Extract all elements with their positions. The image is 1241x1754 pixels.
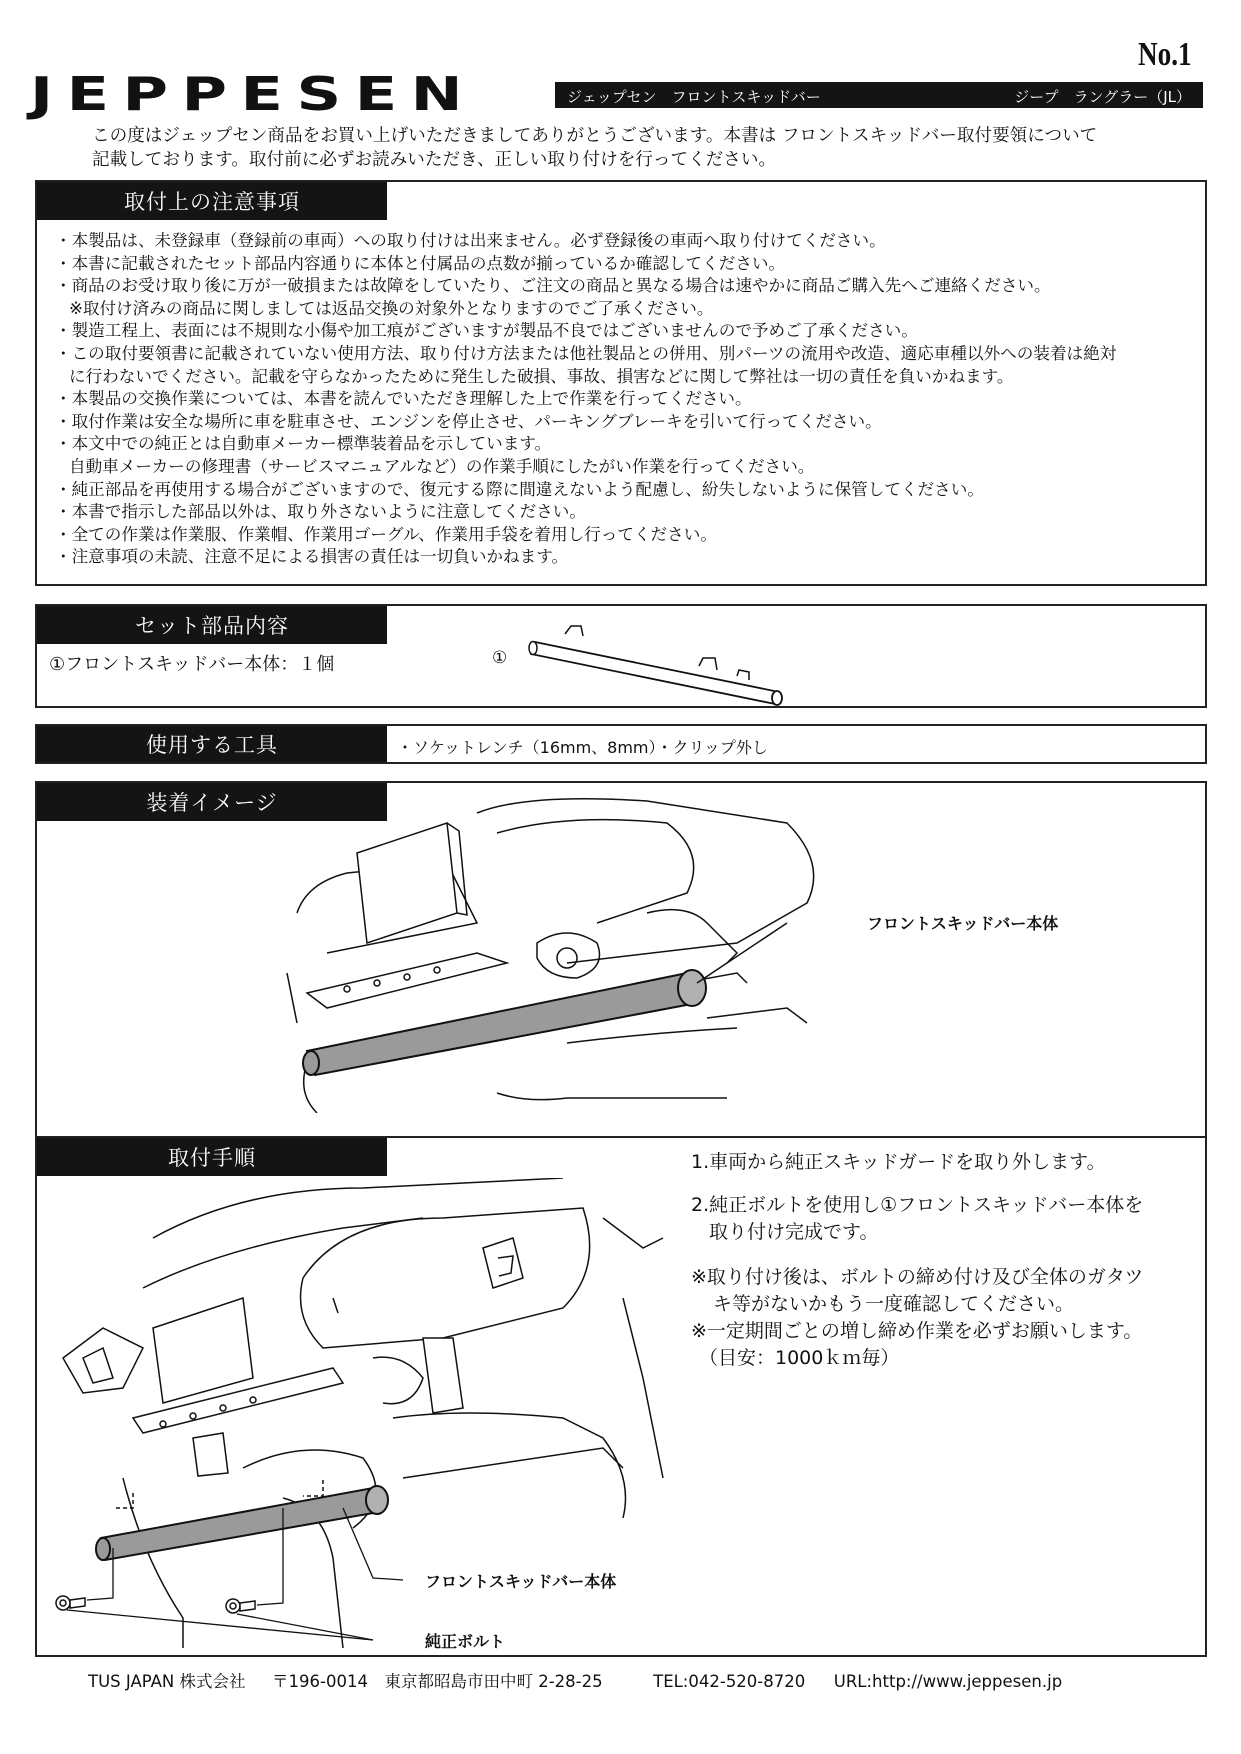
tools-title: 使用する工具 <box>37 726 387 762</box>
caution-item: ・注意事項の未読、注意不足による損害の責任は一切負いかねます。 <box>55 547 569 567</box>
tools-section <box>35 724 1207 764</box>
cautions-section <box>35 180 1207 586</box>
cautions-list <box>55 230 1116 569</box>
brand-logo <box>30 67 542 121</box>
procedure-title: 取付手順 <box>37 1138 387 1176</box>
caution-item: ・全ての作業は作業服、作業帽、作業用ゴーグル、作業用手袋を着用し行ってください。 <box>55 524 717 544</box>
procedure-note-1: ※取り付け後は、ボルトの締め付け及び全体のガタツ <box>691 1266 1144 1288</box>
vehicle-name: ジープ ラングラー（JL） <box>1014 88 1191 106</box>
caution-item: ・本書に記載されたセット部品内容通りに本体と付属品の点数が揃っているか確認してください。 <box>55 253 786 273</box>
caution-item: ・純正部品を再使用する場合がございますので、復元する際に間違えないよう配慮し、紛失しないように保管してください。 <box>55 479 984 499</box>
brand-logo-text: JEPPESEN <box>30 67 477 121</box>
install-image-illustration <box>267 793 887 1113</box>
parts-title: セット部品内容 <box>37 606 387 644</box>
parts-image-marker: ① <box>492 648 508 668</box>
install-image-title: 装着イメージ <box>37 783 387 821</box>
caution-item: に行わないでください。記載を守らなかったために発生した破損、事故、損害などに関して弊社は一切の責任を負いかねます。 <box>69 366 1014 386</box>
procedure-step-1: 1.車両から純正スキッドガードを取り外します。 <box>691 1151 1106 1173</box>
intro-text <box>92 124 1097 172</box>
page-number: No.1 <box>1138 36 1192 73</box>
intro-line-2: 記載しております。取付前に必ずお読みいただき、正しい取り付けを行ってください。 <box>92 150 777 170</box>
cautions-title: 取付上の注意事項 <box>37 182 387 220</box>
procedure-note-1-cont: キ等がないかもう一度確認してください。 <box>713 1293 1075 1315</box>
tools-text: ・ソケットレンチ（16mm、8mm）・クリップ外し <box>397 738 768 757</box>
product-name: ジェップセン フロントスキッドバー <box>567 88 821 106</box>
caution-item: ・本書で指示した部品以外は、取り外さないように注意してください。 <box>55 502 586 522</box>
footer-address: 〒196-0014 東京都昭島市田中町 2-28-25 <box>272 1672 603 1691</box>
procedure-label-bar: フロントスキッドバー本体 <box>425 1572 617 1591</box>
header-band <box>555 82 1203 108</box>
caution-item: ・商品のお受け取り後に万が一破損または故障をしていたり、ご注文の商品と異なる場合は速やかに商品ご購入先へご連絡ください。 <box>55 276 1051 296</box>
caution-item: ・この取付要領書に記載されていない使用方法、取り付け方法または他社製品との併用、別パーツの流用や改造、適応車種以外への装着は絶対 <box>55 343 1117 363</box>
procedure-note-2-cont: （目安：1000ｋｍ毎） <box>699 1347 900 1369</box>
install-section <box>35 781 1207 1657</box>
footer-url: URL:http://www.jeppesen.jp <box>833 1672 1063 1691</box>
caution-item: ・製造工程上、表面には不規則な小傷や加工痕がございますが製品不良ではございませんので予めご了承ください。 <box>55 321 918 341</box>
caution-item: ・本製品は、未登録車（登録前の車両）への取り付けは出来ません。必ず登録後の車両へ取り付けてください。 <box>55 231 886 250</box>
procedure-step-2: 2.純正ボルトを使用し①フロントスキッドバー本体を <box>691 1194 1144 1216</box>
footer-company: TUS JAPAN 株式会社 <box>88 1672 246 1691</box>
skid-bar-part-illustration <box>527 618 807 708</box>
install-image-label: フロントスキッドバー本体 <box>867 914 1059 933</box>
caution-item: 自動車メーカーの修理書（サービスマニュアルなど）の作業手順にしたがい作業を行ってください。 <box>69 456 815 476</box>
footer-tel: TEL:042-520-8720 <box>653 1672 806 1691</box>
procedure-note-2: ※一定期間ごとの増し締め作業を必ずお願いします。 <box>691 1320 1143 1342</box>
intro-line-1: この度はジェップセン商品をお買い上げいただきましてありがとうございます。本書は フロントスキッドバー取付要領について <box>92 126 1098 146</box>
procedure-step-2-cont: 取り付け完成です。 <box>709 1221 879 1243</box>
caution-item: ・本製品の交換作業については、本書を読んでいただき理解した上で作業を行ってください。 <box>55 389 752 409</box>
footer <box>88 1668 1062 1692</box>
parts-item: ①フロントスキッドバー本体：１個 <box>49 654 335 675</box>
parts-section <box>35 604 1207 708</box>
caution-item: ・取付作業は安全な場所に車を駐車させ、エンジンを停止させ、パーキングブレーキを引いて行ってください。 <box>55 411 882 431</box>
procedure-steps <box>691 1149 1143 1372</box>
caution-item: ・本文中での純正とは自動車メーカー標準装着品を示しています。 <box>55 434 552 454</box>
procedure-label-bolt: 純正ボルト <box>425 1632 506 1651</box>
caution-item: ※取付け済みの商品に関しましては返品交換の対象外となりますのでご了承ください。 <box>69 298 714 318</box>
